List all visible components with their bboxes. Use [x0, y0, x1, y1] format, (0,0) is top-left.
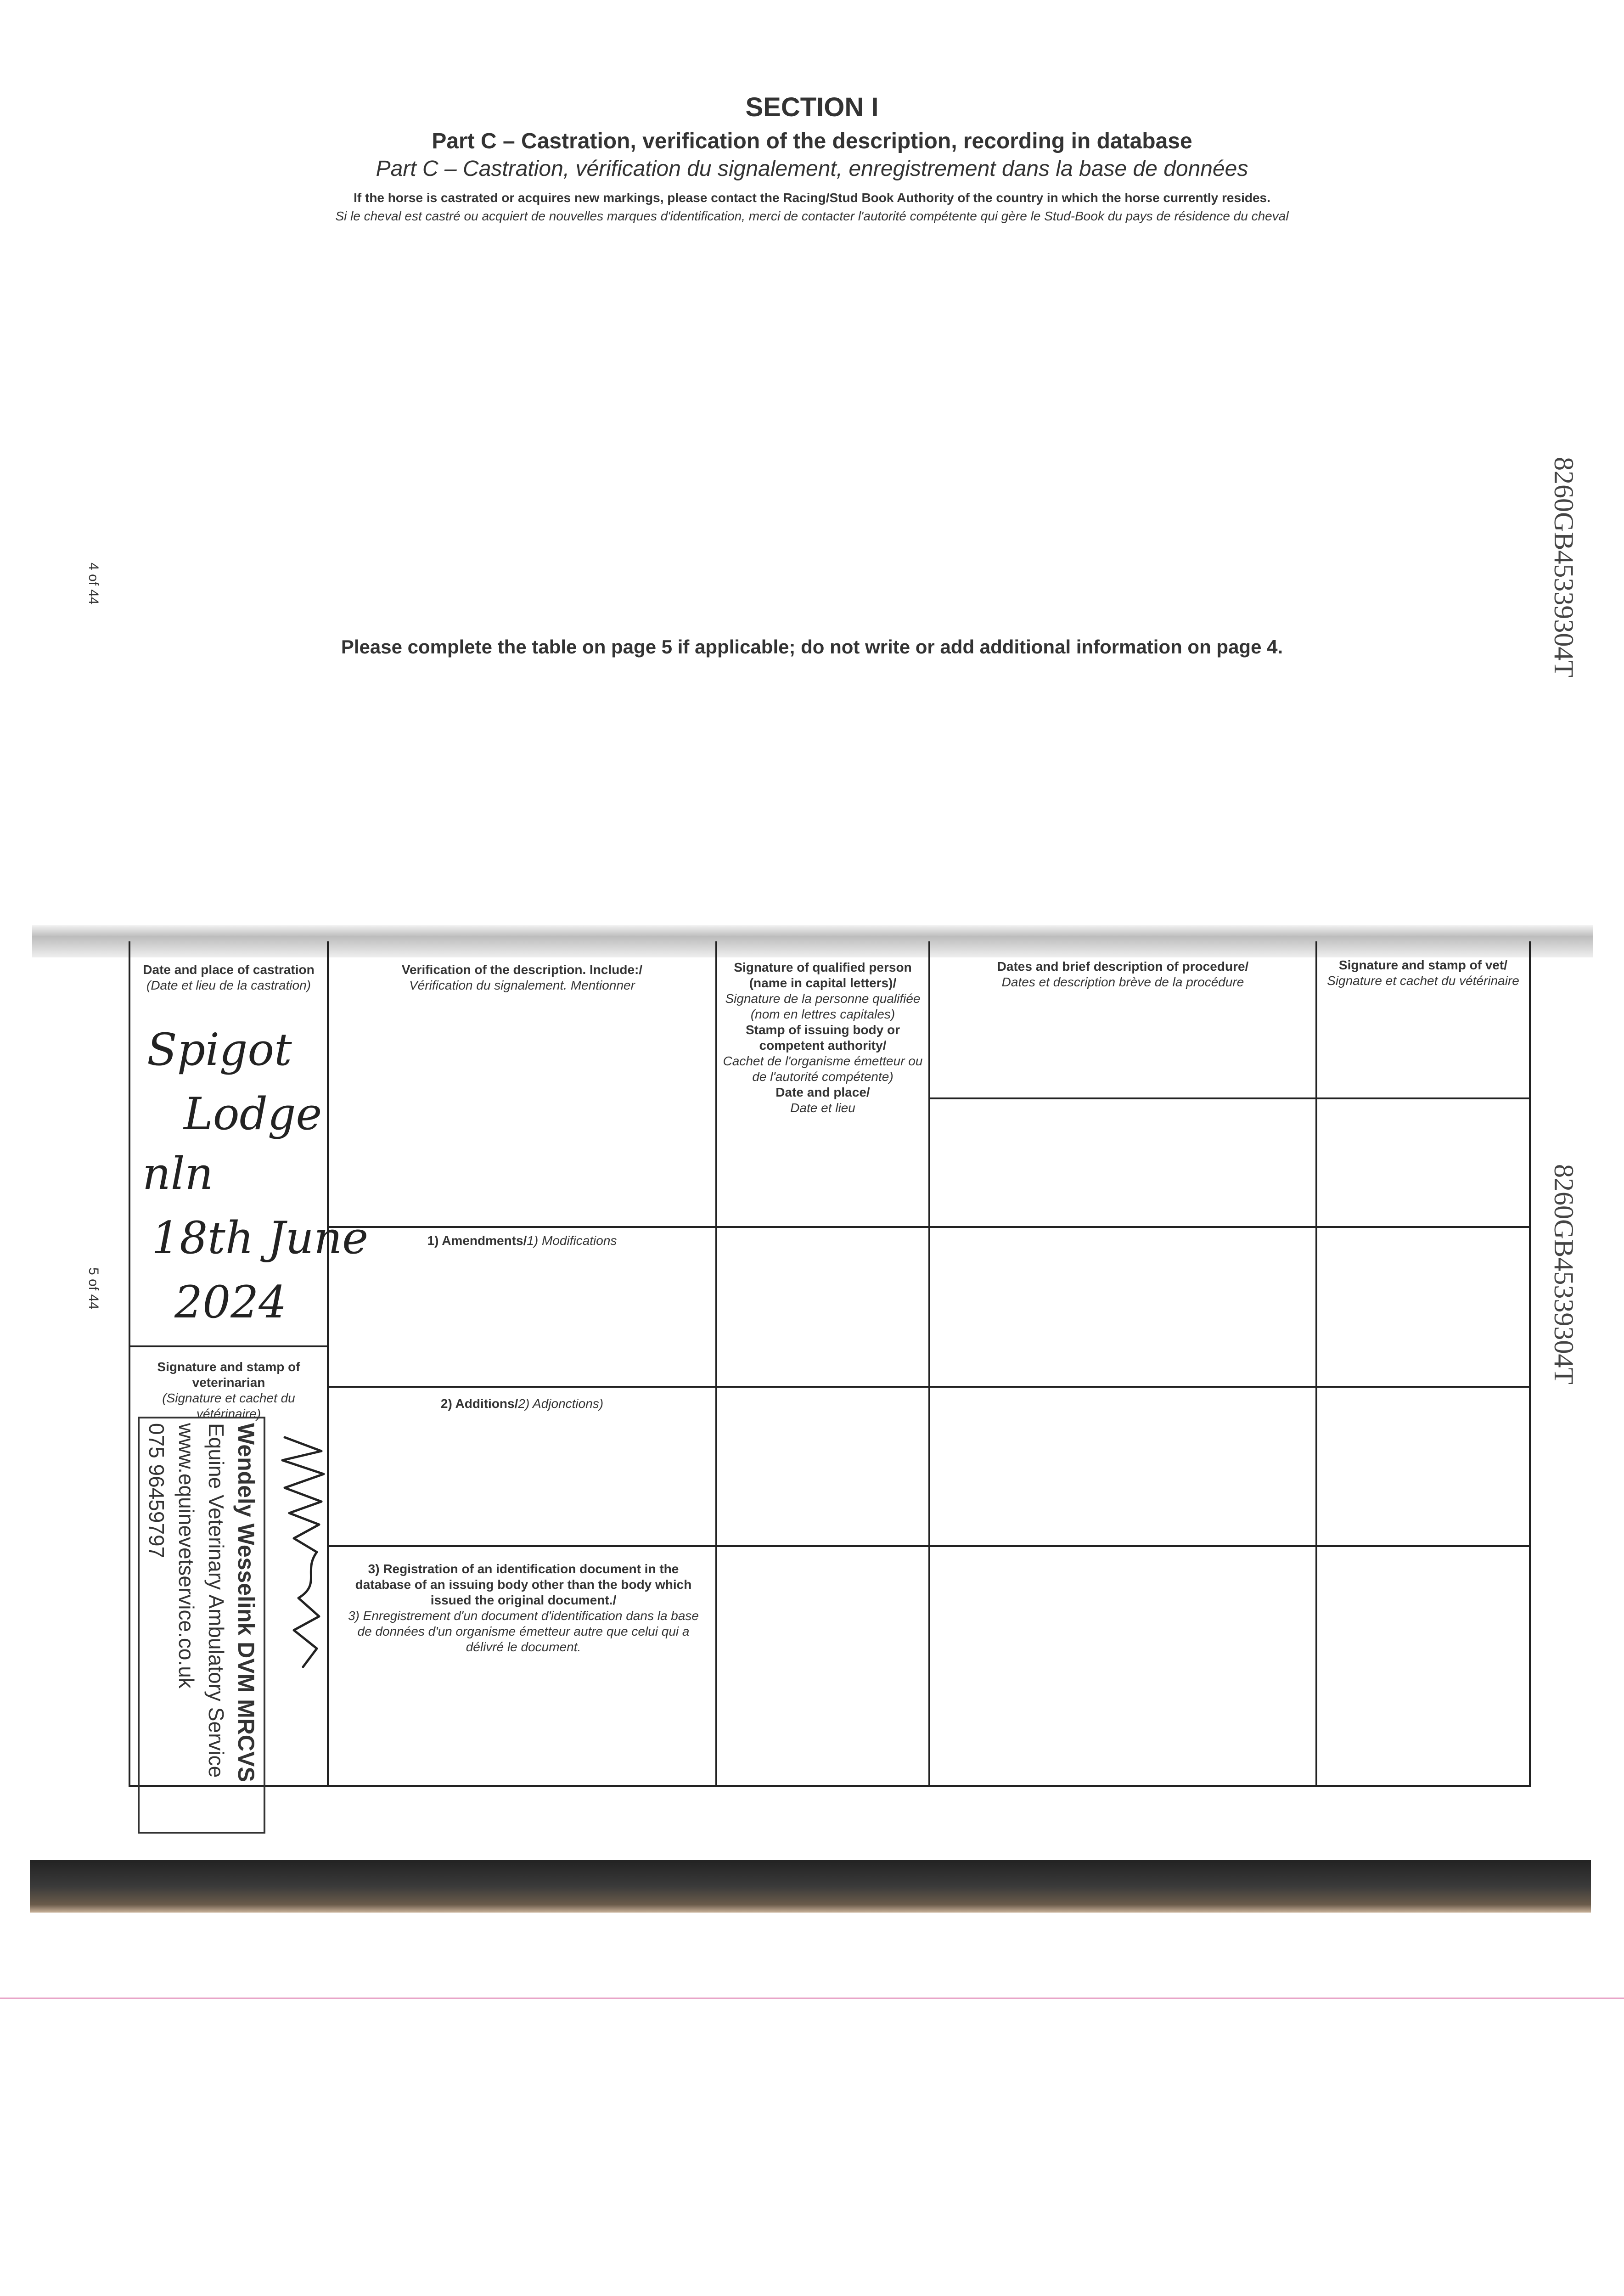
part-title-en: Part C – Castration, verification of the description, recording in database: [432, 129, 1192, 153]
page-fold-shadow: [32, 925, 1593, 957]
document-id-top: 8260GB45339304T: [1549, 457, 1579, 677]
qualified-person-line3: Stamp of issuing body or competent authority/: [745, 1023, 900, 1052]
additions-label-en: 2) Additions/: [440, 1396, 518, 1411]
additions-row-label: [329, 1396, 715, 1412]
procedure-description-header-en: Dates and brief description of procedure/: [997, 959, 1249, 974]
pink-rule-line: [0, 1998, 1624, 1999]
page-number-5: 5 of 44: [86, 1267, 101, 1310]
scan-edge-shadow: [30, 1860, 1591, 1913]
handwritten-place-line2: Lodge: [184, 1088, 322, 1140]
additions-label-fr: 2) Adjonctions): [518, 1396, 604, 1411]
vet-stamp-name: Wendely Wesselink DVM MRCVS: [233, 1423, 259, 1782]
amendments-label-en: 1) Amendments/: [427, 1233, 527, 1248]
verification-header-en: Verification of the description. Include:/: [401, 962, 643, 977]
page-number-4: 4 of 44: [86, 563, 101, 605]
qualified-person-line2: Signature de la personne qualifiée (nom en lettres capitales): [725, 991, 921, 1021]
notice-en: If the horse is castrated or acquires new markings, please contact the Racing/Stud Book Authority of the country in which the horse currently resides.: [354, 191, 1270, 205]
vet-signature-header-en: Signature and stamp of veterinarian: [157, 1360, 300, 1390]
amendments-row-label: [329, 1233, 715, 1249]
vet-signature-header-fr: (Signature et cachet du vétérinaire): [162, 1391, 295, 1421]
verification-header-fr: Vérification du signalement. Mentionner: [409, 978, 635, 992]
vet-stamp-header-en: Signature and stamp of vet/: [1338, 958, 1508, 972]
castration-date-header-en: Date and place of castration: [143, 962, 315, 977]
vet-stamp-phone: 075 96459797: [145, 1423, 169, 1559]
qualified-person-line1: Signature of qualified person (name in capital letters)/: [734, 960, 912, 990]
page-instruction: Please complete the table on page 5 if applicable; do not write or add additional information on page 4.: [341, 636, 1283, 658]
table-divider: [928, 941, 930, 1786]
registration-label-fr: 3) Enregistrement d'un document d'identification dans la base de données d'un organisme émetteur autre que celui qui a délivré le document.: [348, 1609, 699, 1654]
vet-signature: [275, 1433, 331, 1671]
table-row-line: [327, 1545, 1531, 1547]
vet-stamp: [138, 1417, 265, 1834]
document-id-bottom: 8260GB45339304T: [1549, 1164, 1579, 1384]
qualified-person-line4: Cachet de l'organisme émetteur ou de l'autorité compétente): [723, 1054, 923, 1084]
vet-stamp-header: [1317, 957, 1529, 989]
qualified-person-line6: Date et lieu: [790, 1101, 855, 1115]
castration-date-header-fr: (Date et lieu de la castration): [146, 978, 311, 992]
qualified-person-header: [717, 960, 928, 1116]
vet-signature-header: [130, 1359, 327, 1422]
amendments-label-fr: 1) Modifications: [527, 1233, 617, 1248]
table-divider: [1315, 941, 1317, 1786]
vet-stamp-header-fr: Signature et cachet du vétérinaire: [1327, 974, 1519, 988]
section-title: SECTION I: [745, 92, 879, 122]
table-border-right: [1529, 941, 1531, 1786]
castration-date-header: [130, 962, 327, 993]
part-title-fr: Part C – Castration, vérification du signalement, enregistrement dans la base de données: [376, 157, 1248, 181]
registration-label-en: 3) Registration of an identification document in the database of an issuing body other than the body which issued the original document./: [355, 1562, 692, 1607]
procedure-description-header-fr: Dates et description brève de la procédure: [1001, 975, 1244, 989]
verification-header: [329, 962, 715, 993]
table-border-bottom: [129, 1785, 1531, 1787]
vet-stamp-website: www.equinevetservice.co.uk: [174, 1423, 199, 1688]
table-row-line: [327, 1226, 1531, 1228]
table-row-line: [327, 1386, 1531, 1388]
vet-stamp-service: Equine Veterinary Ambulatory Service: [204, 1423, 229, 1778]
handwritten-place-line3: nln: [142, 1148, 214, 1199]
table-row-line: [129, 1345, 327, 1347]
handwritten-date-line2: 2024: [174, 1277, 287, 1328]
handwritten-place-line1: Spigot: [147, 1024, 292, 1075]
table-row-line: [928, 1097, 1531, 1099]
handwritten-date-line1: 18th June: [152, 1212, 369, 1264]
notice-fr: Si le cheval est castré ou acquiert de nouvelles marques d'identification, merci de contacter l'autorité compétente qui gère le Stud-Book du pays de résidence du cheval: [335, 209, 1289, 223]
registration-row-label: [340, 1561, 707, 1655]
qualified-person-line5: Date and place/: [775, 1085, 870, 1099]
procedure-description-header: [930, 959, 1315, 990]
